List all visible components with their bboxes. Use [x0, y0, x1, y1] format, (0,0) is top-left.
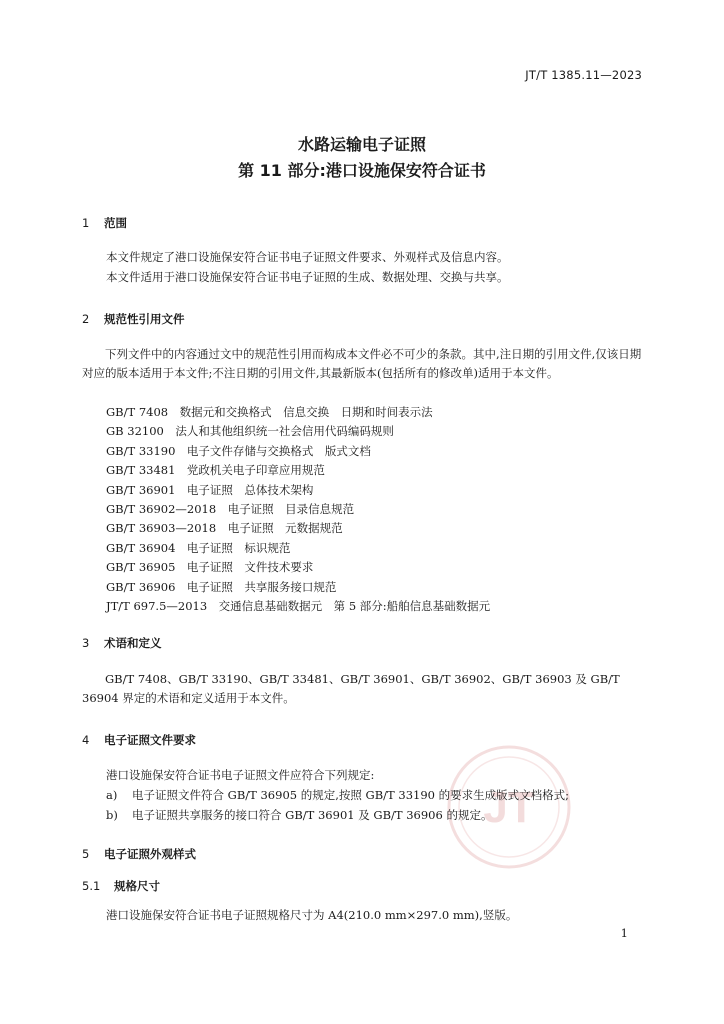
section-4-heading [82, 732, 196, 748]
section-4-para-1: 港口设施保安符合证书电子证照文件应符合下列规定: [106, 768, 375, 782]
reference-item: GB/T 36904 电子证照 标识规范 [106, 540, 291, 555]
section-1-para-2: 本文件适用于港口设施保安符合证书电子证照的生成、数据处理、交换与共享。 [106, 270, 509, 284]
section-5-1-heading [82, 878, 160, 894]
reference-item: GB/T 36906 电子证照 共享服务接口规范 [106, 579, 337, 594]
section-title: 术语和定义 [104, 636, 162, 650]
reference-item: GB 32100 法人和其他组织统一社会信用代码编码规则 [106, 424, 394, 439]
reference-item: GB/T 33190 电子文件存储与交换格式 版式文档 [106, 443, 371, 458]
section-title: 电子证照外观样式 [104, 847, 196, 861]
section-5-1-para-1: 港口设施保安符合证书电子证照规格尺寸为 A4(210.0 mm×297.0 mm),竖版。 [106, 908, 518, 922]
reference-item: GB/T 36903—2018 电子证照 元数据规范 [106, 521, 343, 536]
section-2-heading [82, 311, 185, 327]
section-title: 范围 [104, 216, 127, 230]
section-1-heading [82, 215, 127, 231]
section-number: 1 [82, 216, 90, 230]
reference-item: GB/T 33481 党政机关电子印章应用规范 [106, 463, 325, 478]
section-number: 3 [82, 636, 90, 650]
section-2-intro: 下列文件中的内容通过文中的规范性引用而构成本文件必不可少的条款。其中,注日期的引用文件,仅该日期对应的版本适用于本文件;不注日期的引用文件,其最新版本(包括所有的修改单)适用于本文件。 [82, 347, 642, 380]
section-number: 5 [82, 847, 90, 861]
reference-item: GB/T 36902—2018 电子证照 目录信息规范 [106, 502, 355, 517]
reference-item: GB/T 36905 电子证照 文件技术要求 [106, 560, 314, 575]
list-item-b [106, 807, 492, 823]
section-number: 2 [82, 312, 90, 326]
section-title: 规范性引用文件 [104, 312, 185, 326]
reference-list [106, 403, 490, 616]
watermark-text: JT [483, 783, 535, 832]
list-marker: b) [106, 808, 118, 822]
list-marker: a) [106, 788, 118, 802]
section-5-heading [82, 846, 196, 862]
reference-item: JT/T 697.5—2013 交通信息基础数据元 第 5 部分:船舶信息基础数据元 [106, 599, 491, 614]
section-number: 5.1 [82, 879, 101, 893]
section-1-para-1: 本文件规定了港口设施保安符合证书电子证照文件要求、外观样式及信息内容。 [106, 250, 509, 264]
reference-item: GB/T 36901 电子证照 总体技术架构 [106, 482, 314, 497]
section-title: 规格尺寸 [114, 879, 160, 893]
list-text: 电子证照共享服务的接口符合 GB/T 36901 及 GB/T 36906 的规定。 [132, 808, 493, 822]
standard-code: JT/T 1385.11—2023 [525, 68, 642, 82]
section-title: 电子证照文件要求 [104, 733, 196, 747]
list-text: 电子证照文件符合 GB/T 36905 的规定,按照 GB/T 33190 的要求生成版式文档格式; [132, 788, 569, 802]
list-item-a [106, 787, 569, 803]
section-3-heading [82, 635, 162, 651]
section-3-para-1: GB/T 7408、GB/T 33190、GB/T 33481、GB/T 36901、GB/T 36902、GB/T 36903 及 GB/T 36904 界定的术语和定义适用于本文件。 [82, 672, 620, 705]
page-number: 1 [620, 926, 628, 940]
title-line-2: 第 11 部分:港口设施保安符合证书 [238, 161, 486, 180]
reference-item: GB/T 7408 数据元和交换格式 信息交换 日期和时间表示法 [106, 405, 433, 419]
section-number: 4 [82, 733, 90, 747]
title-line-1: 水路运输电子证照 [297, 135, 426, 154]
